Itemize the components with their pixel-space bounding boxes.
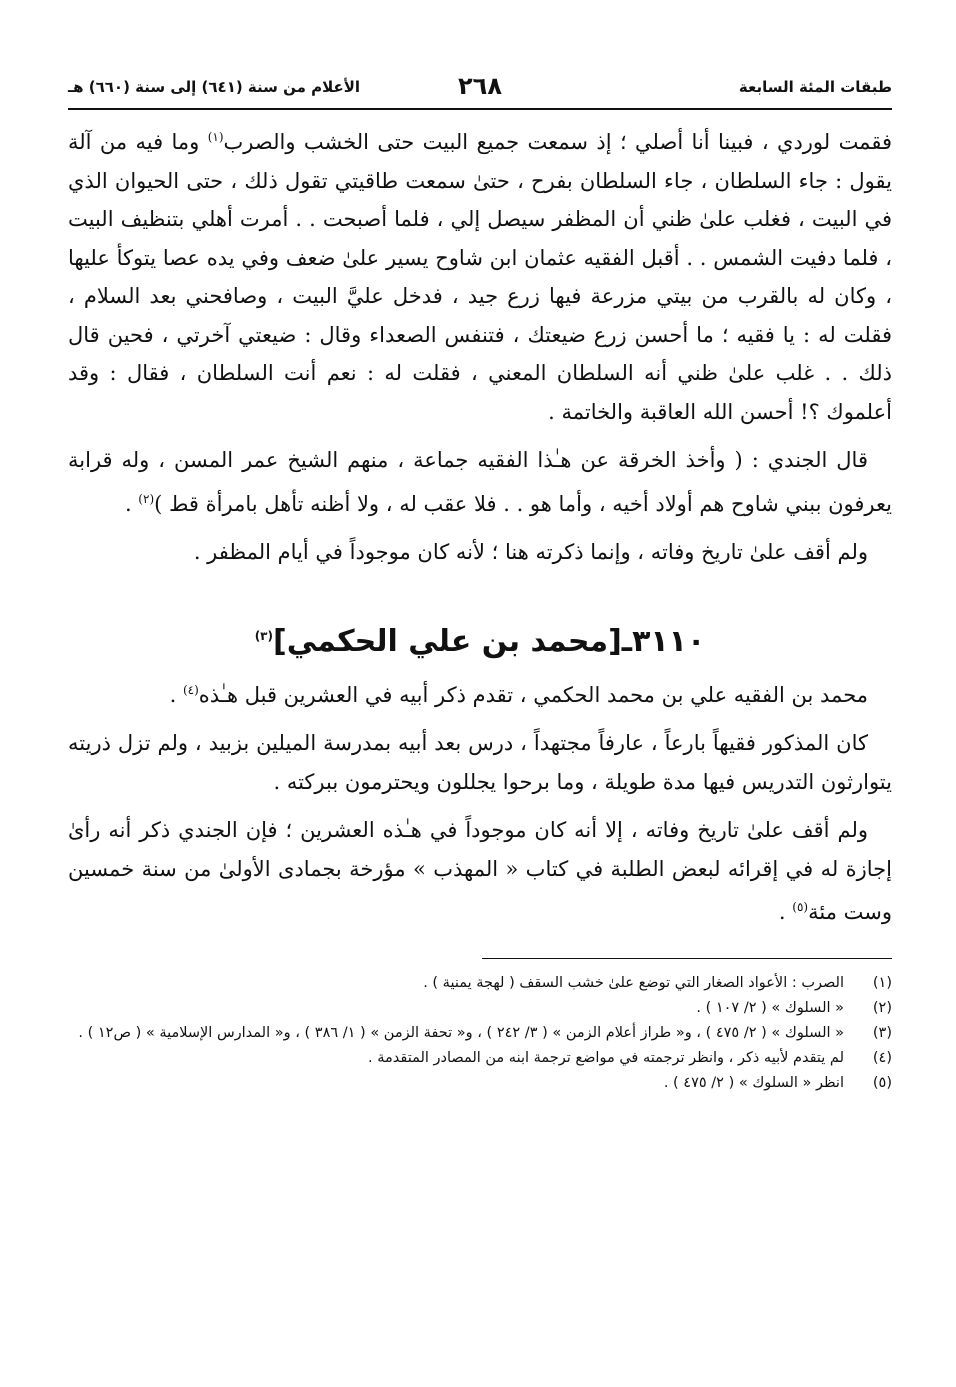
header-divider bbox=[68, 108, 892, 110]
footnote-text: لم يتقدم لأبيه ذكر ، وانظر ترجمته في مواضع ترجمة ابنه من المصادر المتقدمة . bbox=[367, 1049, 844, 1066]
paragraph-6: ولم أقف علىٰ تاريخ وفاته ، إلا أنه كان موجوداً في هـٰذه العشرين ؛ فإن الجندي ذكر أنه رأىٰ إجازة له في إقرائه لبعض الطلبة في كتاب « المهذب » مؤرخة بجمادى الأولىٰ من سنة خمسين وست مئة$^{(٥)}$ . bbox=[68, 818, 892, 924]
paragraph-3: ولم أقف علىٰ تاريخ وفاته ، وإنما ذكرته هنا ؛ لأنه كان موجوداً في أيام المظفر . bbox=[193, 540, 868, 564]
footnote bbox=[68, 971, 892, 996]
footnote-text: انظر « السلوك » ( ٢/ ٤٧٥ ) . bbox=[663, 1074, 844, 1091]
footnote-number: (٢) bbox=[872, 999, 892, 1016]
main-text bbox=[68, 118, 892, 932]
footnote-number: (٤) bbox=[872, 1049, 892, 1066]
footnotes bbox=[68, 971, 892, 1096]
book-page bbox=[68, 72, 892, 1096]
paragraph-1: فقمت لوردي ، فبينا أنا أصلي ؛ إذ سمعت جميع البيت حتى الخشب والصرب$^{(١)}$ وما فيه من آلة يقول : جاء السلطان ، جاء السلطان بفرح ، حتىٰ سمعت طاقيتي تقول ذلك ، حتى الحيوان الذي في البيت ، فغلب علىٰ ظني أن المظفر سيصل إلي ، فلما أصبحت . . أمرت أهلي بتنظيف البيت ، فلما دفيت الشمس . . أقبل الفقيه عثمان ابن شاوح يسير علىٰ ضعف وفي يده عصا يتوكأ عليها ، وكان له بالقرب من بيتي مزرعة فيها زرع جيد ، فدخل عليَّ البيت ، وصافحني بعد السلام ، فقلت له : يا فقيه ؛ ما أحسن زرع ضيعتك ، فتنفس الصعداء وقال : ضيعتي آخرتي ، فحين قال ذلك . . غلب علىٰ ظني أنه السلطان المعني ، فقلت له : نعم أنت السلطان ، فقال : وقد أعلموك ؟! أحسن الله العاقبة والخاتمة . bbox=[68, 130, 892, 424]
footnote-ref-2: (٢) bbox=[138, 491, 155, 506]
paragraph-5: كان المذكور فقيهاً بارعاً ، عارفاً مجتهداً ، درس بعد أبيه بمدرسة الميلين بزبيد ، ولم تزل ذريته يتوارثون التدريس فيها مدة طويلة ، وما برحوا يجللون ويحترمون ببركته . bbox=[68, 731, 892, 794]
footnote-divider bbox=[482, 958, 892, 959]
footnote bbox=[68, 1046, 892, 1071]
footnote-number: (١) bbox=[872, 974, 892, 991]
book-section-title: طبقات المئة السابعة bbox=[738, 78, 892, 96]
footnote-number: (٣) bbox=[872, 1024, 892, 1041]
footnote bbox=[68, 1021, 892, 1046]
footnote bbox=[68, 1071, 892, 1096]
footnote-text: « السلوك » ( ٢/ ٤٧٥ ) ، و« طراز أعلام الزمن » ( ٣/ ٢٤٢ ) ، و« تحفة الزمن » ( ١/ ٣٨٦ ) ، و« المدارس الإسلامية » ( ص١٢ ) . bbox=[78, 1024, 844, 1041]
footnote-ref-1: (١) bbox=[207, 130, 224, 144]
page-number: ٢٦٨ bbox=[458, 72, 502, 100]
footnote-ref-4: (٤) bbox=[182, 682, 199, 697]
footnote-text: « السلوك » ( ٢/ ١٠٧ ) . bbox=[696, 999, 844, 1016]
paragraph-2: قال الجندي : ( وأخذ الخرقة عن هـٰذا الفقيه جماعة ، منهم الشيخ عمر المسن ، وله قرابة يعرفون ببني شاوح هم أولاد أخيه ، وأما هو . . فلا عقب له ، ولا أظنه تأهل بامرأة قط )$^{(٢)}$ . bbox=[68, 448, 892, 516]
paragraph-4: محمد بن الفقيه علي بن محمد الحكمي ، تقدم ذكر أبيه في العشرين قبل هـٰذه$^{(٤)}$ . bbox=[169, 682, 868, 707]
footnote-number: (٥) bbox=[872, 1074, 892, 1091]
running-header bbox=[68, 72, 892, 106]
footnote bbox=[68, 996, 892, 1021]
volume-range: الأعلام من سنة (٦٤١) إلى سنة (٦٦٠) هـ bbox=[68, 78, 361, 96]
footnote-text: الصرب : الأعواد الصغار التي توضع علىٰ خشب السقف ( لهجة يمنية ) . bbox=[423, 974, 844, 991]
footnote-ref-3: (٣) bbox=[254, 628, 273, 643]
footnote-ref-5: (٥) bbox=[792, 900, 809, 914]
entry-heading: ٣١١٠ـ[محمد بن علي الحكمي]$^{(٣)}$ bbox=[254, 623, 706, 659]
